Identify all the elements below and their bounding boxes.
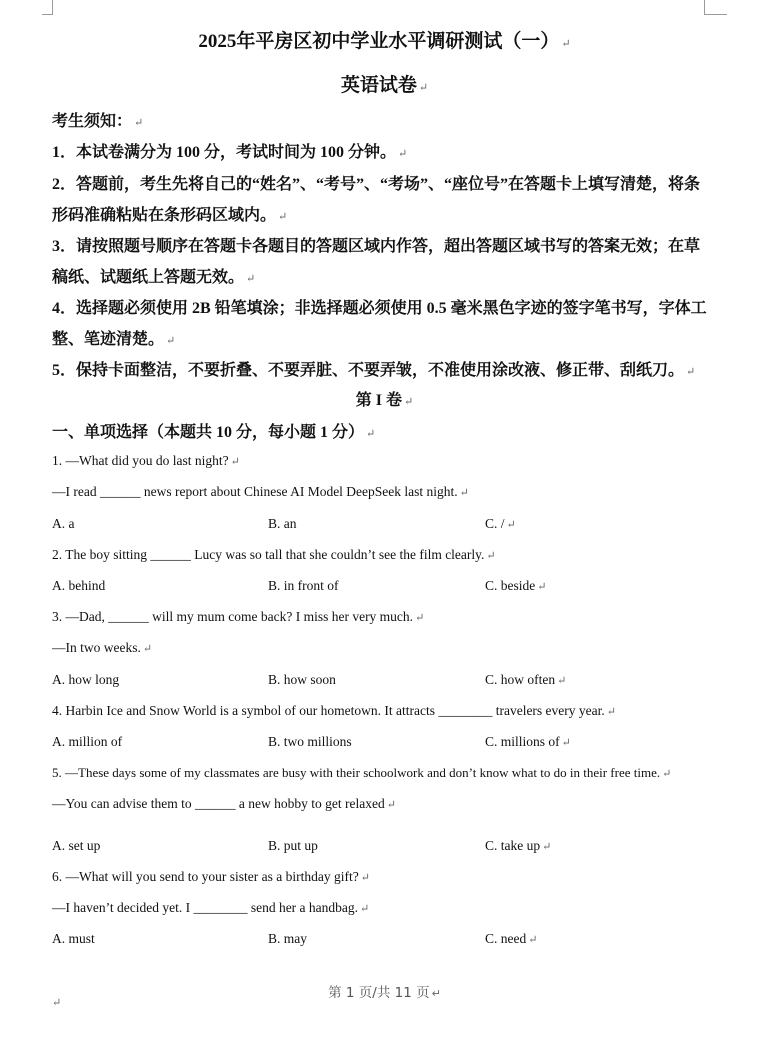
option-c: C. take up ↵	[485, 838, 552, 853]
option-c: C. millions of ↵	[485, 734, 571, 749]
option-c: C. need ↵	[485, 931, 538, 946]
option-c: C. beside ↵	[485, 578, 547, 593]
question-line: 4. Harbin Ice and Snow World is a symbol of our hometown. It attracts ________ travelers every year. ↵	[52, 703, 616, 718]
option-b: B. put up	[268, 838, 318, 853]
notice-line: 1．本试卷满分为 100 分，考试时间为 100 分钟。 ↵	[52, 144, 408, 161]
option-a: A. how long	[52, 672, 120, 687]
notice-line: 形码准确粘贴在条形码区域内。 ↵	[52, 207, 288, 224]
option-c: C. / ↵	[485, 516, 516, 531]
question-line: —In two weeks. ↵	[52, 640, 153, 655]
section-heading: 一、单项选择（本题共 10 分，每小题 1 分） ↵	[52, 424, 376, 441]
notice-line: 稿纸、试题纸上答题无效。 ↵	[52, 269, 256, 286]
question-line: —You can advise them to ______ a new hobby to get relaxed ↵	[52, 796, 396, 811]
volume-label: 第 I 卷 ↵	[355, 392, 414, 409]
notice-line: 5．保持卡面整洁，不要折叠、不要弄脏、不要弄皱，不准使用涂改液、修正带、刮纸刀。 ↵	[52, 362, 696, 379]
option-b: B. how soon	[268, 672, 336, 687]
option-a: A. must	[52, 931, 95, 946]
option-a: A. set up	[52, 838, 101, 853]
exam-subtitle: 英语试卷 ↵	[340, 75, 429, 96]
question-line: —I read ______ news report about Chinese AI Model DeepSeek last night. ↵	[52, 484, 469, 499]
crop-mark-top-left	[42, 0, 53, 15]
question-line: 2. The boy sitting ______ Lucy was so tall that she couldn’t see the film clearly. ↵	[52, 547, 496, 562]
option-b: B. may	[268, 931, 307, 946]
option-b: B. in front of	[268, 578, 339, 593]
exam-title: 2025年平房区初中学业水平调研测试（一） ↵	[198, 31, 571, 52]
option-a: A. behind	[52, 578, 106, 593]
question-line: 1. —What did you do last night? ↵	[52, 453, 240, 468]
notice-line: 3．请按照题号顺序在答题卡各题目的答题区域内作答，超出答题区域书写的答案无效；在草	[52, 238, 701, 255]
notice-heading: 考生须知： ↵	[52, 113, 144, 130]
option-a: A. a	[52, 516, 75, 531]
notice-line: 整、笔迹清楚。 ↵	[52, 331, 176, 348]
question-line: 3. —Dad, ______ will my mum come back? I miss her very much. ↵	[52, 609, 425, 624]
crop-mark-top-right	[704, 0, 727, 15]
question-line: 5. —These days some of my classmates are busy with their schoolwork and don’t know what to do in their free time. ↵	[52, 765, 672, 780]
question-line: —I haven’t decided yet. I ________ send her a handbag. ↵	[52, 900, 370, 915]
option-b: B. an	[268, 516, 297, 531]
notice-line: 2．答题前，考生先将自己的“姓名”、“考号”、“考场”、“座位号”在答题卡上填写清楚，将条	[52, 176, 701, 193]
paragraph-mark: ↵	[52, 997, 62, 1009]
option-b: B. two millions	[268, 734, 352, 749]
notice-line: 4．选择题必须使用 2B 铅笔填涂；非选择题必须使用 0.5 毫米黑色字迹的签字笔书写，字体工	[52, 300, 707, 317]
option-c: C. how often ↵	[485, 672, 567, 687]
option-a: A. million of	[52, 734, 123, 749]
question-line: 6. —What will you send to your sister as a birthday gift? ↵	[52, 869, 370, 884]
page-footer: 第 1 页/共 11 页 ↵	[328, 985, 441, 1001]
